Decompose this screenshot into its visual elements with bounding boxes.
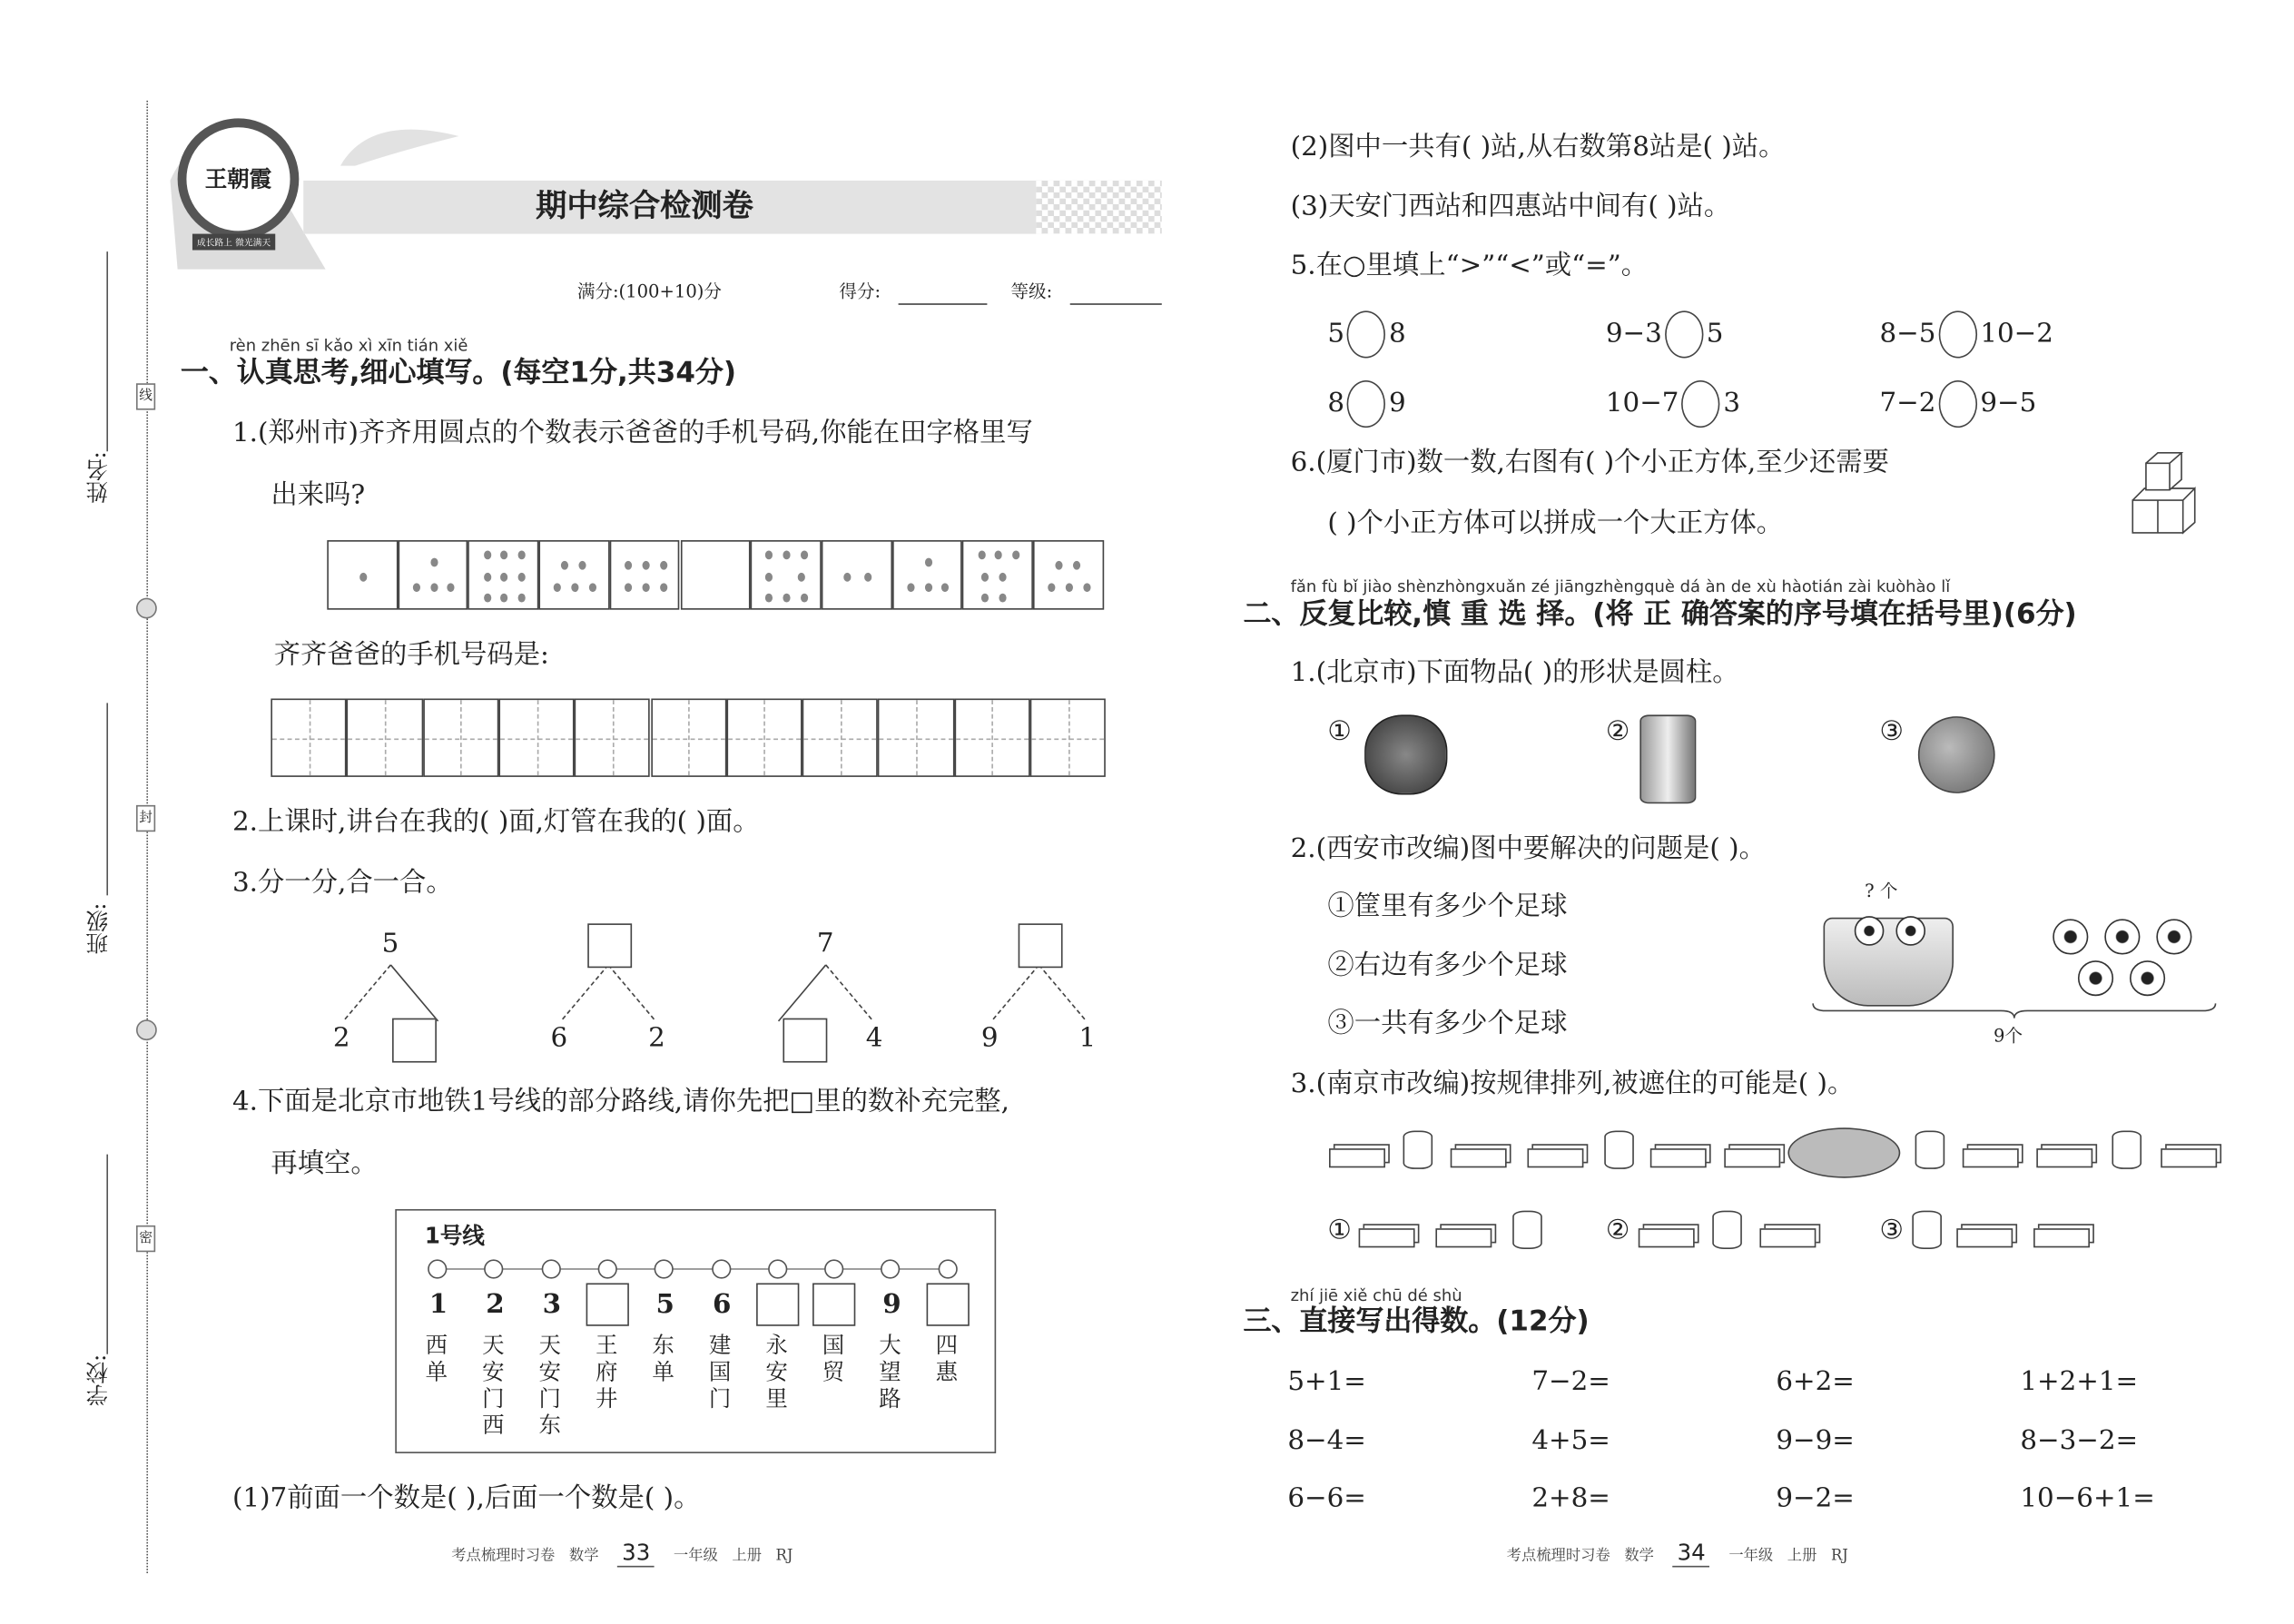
seal-char: 封: [136, 805, 155, 832]
basketball-image: [1918, 716, 1995, 793]
station-number-box[interactable]: [926, 1283, 969, 1325]
drum-image: [1364, 714, 1447, 794]
dot: [783, 593, 791, 602]
soccer-ball: [1895, 916, 1925, 946]
equation: 2+8=: [1531, 1482, 1610, 1514]
tianzi-cell[interactable]: [498, 699, 575, 777]
dot: [1066, 583, 1073, 592]
bond-number: 4: [865, 1022, 883, 1054]
option-mark: ①: [1327, 1215, 1352, 1246]
station-node: [938, 1259, 957, 1278]
score-field[interactable]: [899, 303, 988, 305]
station-node: [597, 1259, 616, 1278]
equation: 5+1=: [1287, 1365, 1366, 1398]
bond-number: 6: [550, 1022, 568, 1054]
equation: 8−4=: [1287, 1424, 1366, 1456]
logo-slogan: 成长路上 微光满天: [192, 234, 275, 251]
dot-card: [609, 540, 680, 610]
tianzi-cell[interactable]: [651, 699, 727, 777]
class-label: 班级:: [84, 902, 112, 955]
page-footer-left: [451, 1540, 793, 1566]
compare-left: 5: [1327, 318, 1345, 349]
dot: [642, 583, 649, 592]
class-underline: [106, 703, 108, 895]
page-number: 33: [617, 1540, 655, 1568]
total-label: 9个: [1994, 1025, 2023, 1047]
cylinder-shape: [1912, 1211, 1942, 1249]
cuboid-shape: [1963, 1148, 2019, 1167]
compare-item: [1606, 380, 1740, 428]
cuboid-shape: [2036, 1148, 2092, 1167]
bond-number: 7: [816, 928, 834, 960]
section1-heading: 一、认真思考,细心填写。(每空1分,共34分): [180, 356, 737, 389]
s2-question-1: 1.(北京市)下面物品( )的形状是圆柱。: [1290, 656, 1739, 689]
dot: [448, 583, 455, 592]
cylinder-shape: [1512, 1211, 1542, 1249]
option-mark: ②: [1605, 1215, 1630, 1246]
question-5: 5.在○里填上“>”“<”或“=”。: [1290, 250, 1649, 281]
grade-label: 等级:: [1010, 281, 1053, 302]
equation: 7−2=: [1531, 1365, 1610, 1398]
dot: [941, 583, 949, 592]
dot: [766, 551, 773, 560]
tianzi-cell[interactable]: [1030, 699, 1107, 777]
dot: [501, 551, 508, 560]
cuboid-shape: [1759, 1228, 1816, 1247]
tianzi-cell[interactable]: [575, 699, 651, 777]
school-underline: [106, 1155, 108, 1354]
compare-right: 10−2: [1980, 318, 2053, 349]
question-4-3: (3)天安门西站和四惠站中间有( )站。: [1290, 191, 1731, 222]
cylinder-shape: [2112, 1131, 2141, 1169]
footer-grade: 一年级: [1728, 1548, 1774, 1565]
compare-item: [1879, 380, 2036, 428]
seal-char: 密: [136, 1225, 155, 1252]
page-title: 期中综合检测卷: [536, 188, 753, 224]
dot: [430, 583, 438, 592]
dot: [981, 593, 989, 602]
cuboid-shape: [1639, 1228, 1695, 1247]
footer-volume: 上册: [732, 1548, 762, 1565]
binding-dotted-line: [146, 101, 148, 1573]
soccer-ball: [1855, 916, 1885, 946]
equation: 8−3−2=: [2020, 1424, 2139, 1456]
dot: [554, 583, 561, 592]
dot: [907, 583, 914, 592]
dot: [924, 558, 931, 567]
page-footer-right: [1507, 1540, 1848, 1566]
dot-card: [822, 540, 892, 610]
bond-number: 2: [332, 1022, 350, 1054]
total-brace: [1811, 1000, 2218, 1021]
compare-circle[interactable]: [1939, 310, 1977, 358]
dot: [484, 593, 491, 602]
dot: [518, 593, 526, 602]
compare-item: [1606, 310, 1724, 358]
question-3: 3.分一分,合一合。: [231, 867, 453, 899]
bond-number: 5: [381, 928, 399, 960]
dot: [501, 593, 508, 602]
s2-question-3: 3.(南京市改编)按规律排列,被遮住的可能是( )。: [1290, 1068, 1855, 1100]
station-name: 西单: [425, 1332, 448, 1385]
dot: [999, 572, 1006, 581]
station-node: [541, 1259, 560, 1278]
option-3: ③一共有多少个足球: [1327, 1008, 1568, 1039]
question-1-cont: 出来吗?: [271, 479, 366, 511]
compare-circle[interactable]: [1939, 380, 1977, 428]
dot-card: [891, 540, 962, 610]
section1-pinyin: rèn zhēn sī kǎo xì xīn tián xiě: [229, 336, 468, 356]
dot: [659, 583, 666, 592]
equation: 9−9=: [1776, 1424, 1855, 1456]
station-number: 1: [428, 1288, 448, 1321]
subway-line-name: 1号线: [424, 1222, 485, 1249]
dot: [484, 551, 491, 560]
answer-box[interactable]: [1019, 923, 1063, 968]
station-number-box[interactable]: [812, 1283, 855, 1325]
dot: [1072, 562, 1079, 571]
footer-book: 考点梳理时习卷: [1506, 1548, 1610, 1565]
answer-box[interactable]: [392, 1019, 437, 1063]
cuboid-shape: [1329, 1148, 1385, 1167]
dot: [518, 572, 526, 581]
cuboid-shape: [1650, 1148, 1707, 1167]
page-number: 34: [1673, 1540, 1710, 1568]
dot-card: [680, 540, 751, 610]
dot-card: [398, 540, 468, 610]
tianzi-cell[interactable]: [954, 699, 1030, 777]
compare-left: 7−2: [1879, 388, 1936, 419]
dot: [766, 572, 773, 581]
cylinder-shape: [1915, 1131, 1945, 1169]
soccer-ball: [2156, 919, 2191, 954]
option-mark: ②: [1605, 716, 1630, 748]
dot: [999, 593, 1006, 602]
dot: [413, 583, 420, 592]
dot-card: [751, 540, 822, 610]
station-number-box[interactable]: [756, 1283, 799, 1325]
seal-char: 线: [136, 383, 155, 409]
compare-right: 9−5: [1980, 388, 2037, 419]
dot: [625, 562, 632, 571]
equation: 4+5=: [1531, 1424, 1610, 1456]
compare-circle[interactable]: [1347, 310, 1385, 358]
dot: [783, 551, 791, 560]
tianzi-cell[interactable]: [878, 699, 954, 777]
bond-number: 2: [648, 1022, 665, 1054]
dot-card: [327, 540, 398, 610]
soccer-ball: [2053, 919, 2088, 954]
station-node: [711, 1259, 730, 1278]
answer-box[interactable]: [587, 923, 632, 968]
question-4-1: (1)7前面一个数是( ),后面一个数是( )。: [231, 1482, 701, 1514]
station-name: 大望路: [879, 1332, 901, 1412]
brand-logo: [178, 118, 300, 240]
question-4-2: (2)图中一共有( )站,从右数第8站是( )站。: [1290, 132, 1786, 163]
footer-book: 考点梳理时习卷: [451, 1548, 556, 1565]
option-mark: ③: [1879, 716, 1904, 748]
station-node: [768, 1259, 787, 1278]
cuboid-shape: [2161, 1148, 2217, 1167]
equation: 9−2=: [1776, 1482, 1855, 1514]
can-image: [1639, 714, 1696, 803]
answer-box[interactable]: [783, 1019, 827, 1063]
compare-right: 8: [1388, 318, 1406, 349]
cuboid-shape: [1451, 1148, 1507, 1167]
option-mark: ③: [1879, 1215, 1904, 1246]
section2-pinyin: fǎn fù bǐ jiào shènzhòngxuǎn zé jiāngzhèngquè dá àn de xù hàotián zài kuòhào lǐ: [1290, 576, 1951, 597]
dot: [1083, 583, 1090, 592]
station-node: [428, 1259, 447, 1278]
basket-image: [1824, 918, 1954, 1007]
compare-left: 8−5: [1879, 318, 1936, 349]
covered-shape: [1787, 1127, 1900, 1177]
dot: [501, 572, 508, 581]
unknown-count-label: ? 个: [1865, 881, 1898, 901]
station-name: 王府井: [595, 1332, 618, 1412]
question-6-cont: ( )个小正方体可以拼成一个大正方体。: [1327, 507, 1784, 539]
logo-text: 王朝霞: [204, 165, 272, 192]
dot: [1012, 551, 1019, 560]
soccer-ball: [2104, 919, 2140, 954]
dot: [801, 551, 808, 560]
station-number: 6: [712, 1288, 732, 1321]
dot: [430, 558, 438, 567]
dot: [359, 572, 367, 581]
cuboid-shape: [1956, 1228, 2013, 1247]
phone-answer-label: 齐齐爸爸的手机号码是:: [273, 639, 549, 671]
station-number: 9: [882, 1288, 901, 1321]
dot: [766, 593, 773, 602]
dot: [484, 572, 491, 581]
dot: [625, 583, 632, 592]
tianzi-cell[interactable]: [802, 699, 879, 777]
subway-track: [437, 1268, 947, 1270]
soccer-ball: [2130, 960, 2165, 996]
dot: [578, 562, 586, 571]
question-6: 6.(厦门市)数一数,右图有( )个小正方体,至少还需要: [1290, 447, 1889, 478]
soccer-ball: [2078, 960, 2113, 996]
dot: [561, 562, 568, 571]
dot: [843, 572, 851, 581]
compare-circle[interactable]: [1347, 380, 1385, 428]
tianzi-cell[interactable]: [726, 699, 802, 777]
tianzi-cell[interactable]: [423, 699, 499, 777]
station-number: 5: [655, 1288, 674, 1321]
dot-card: [539, 540, 610, 610]
option-2: ②右边有多少个足球: [1327, 950, 1568, 981]
footer-edition: RJ: [775, 1548, 793, 1565]
compare-right: 5: [1706, 318, 1724, 349]
tianzi-cell[interactable]: [271, 699, 347, 777]
dot: [864, 572, 871, 581]
cuboid-shape: [1435, 1228, 1492, 1247]
compare-item: [1879, 310, 2053, 358]
dot: [801, 593, 808, 602]
scissor-icon: [136, 598, 157, 619]
cuboid-shape: [1724, 1148, 1780, 1167]
cylinder-shape: [1604, 1131, 1634, 1169]
footer-edition: RJ: [1830, 1548, 1848, 1565]
station-name: 建国门: [708, 1332, 732, 1412]
dot-card: [1033, 540, 1104, 610]
compare-right: 9: [1388, 388, 1406, 419]
option-mark: ①: [1327, 716, 1352, 748]
cubes-figure: [2128, 448, 2210, 537]
station-name: 永安里: [765, 1332, 788, 1412]
dot: [978, 551, 985, 560]
bond-number: 1: [1078, 1022, 1097, 1054]
dot: [1055, 562, 1062, 571]
station-number: 2: [486, 1288, 505, 1321]
cuboid-shape: [1527, 1148, 1583, 1167]
footer-volume: 上册: [1787, 1548, 1817, 1565]
name-label: 姓名:: [84, 451, 112, 504]
cylinder-shape: [1712, 1211, 1742, 1249]
tianzi-cell[interactable]: [347, 699, 423, 777]
bond-number: 9: [980, 1022, 999, 1054]
dot-card: [962, 540, 1033, 610]
dot: [1049, 583, 1056, 592]
s2-question-2: 2.(西安市改编)图中要解决的问题是( )。: [1290, 832, 1766, 865]
title-band-checker: [1036, 181, 1162, 234]
question-2: 2.上课时,讲台在我的( )面,灯管在我的( )面。: [231, 806, 760, 838]
station-name: 东单: [652, 1332, 674, 1385]
dot: [924, 583, 931, 592]
dot: [642, 562, 649, 571]
station-number-box[interactable]: [586, 1283, 628, 1325]
footer-subject: 数学: [568, 1548, 599, 1565]
equation: 6−6=: [1287, 1482, 1366, 1514]
full-score: 满分:(100+10)分: [576, 281, 723, 302]
option-1: ①筐里有多少个足球: [1327, 891, 1568, 922]
section3-heading: 三、直接写出得数。(12分): [1243, 1304, 1590, 1338]
dot: [981, 572, 989, 581]
station-name: 国贸: [822, 1332, 845, 1385]
score-label: 得分:: [839, 281, 881, 302]
section3-pinyin: zhí jiē xiě chū dé shù: [1290, 1285, 1462, 1305]
footer-subject: 数学: [1624, 1548, 1654, 1565]
name-underline: [106, 251, 108, 451]
dot: [995, 551, 1002, 560]
compare-right: 3: [1723, 388, 1741, 419]
footer-grade: 一年级: [673, 1548, 718, 1565]
equation: 1+2+1=: [2020, 1365, 2139, 1398]
compare-item: [1327, 310, 1405, 358]
station-name: 天安门西: [482, 1332, 505, 1439]
section2-heading: 二、反复比较,慎 重 选 择。(将 正 确答案的序号填在括号里)(6分): [1243, 597, 2077, 631]
grade-field[interactable]: [1070, 303, 1162, 305]
question-4: 4.下面是北京市地铁1号线的部分路线,请你先把□里的数补充完整,: [231, 1086, 1009, 1117]
station-node: [824, 1259, 843, 1278]
compare-left: 10−7: [1605, 388, 1679, 419]
school-label: 学校:: [84, 1353, 112, 1406]
dot: [571, 583, 578, 592]
compare-circle[interactable]: [1682, 380, 1720, 428]
question-1: 1.(郑州市)齐齐用圆点的个数表示爸爸的手机号码,你能在田字格里写: [231, 417, 1033, 448]
equation: 6+2=: [1776, 1365, 1855, 1398]
dot-card: [468, 540, 539, 610]
compare-left: 9−3: [1605, 318, 1662, 349]
cuboid-shape: [2033, 1228, 2090, 1247]
cuboid-shape: [1359, 1228, 1415, 1247]
cylinder-shape: [1403, 1131, 1433, 1169]
equation: 10−6+1=: [2020, 1482, 2155, 1514]
dot: [518, 551, 526, 560]
compare-circle[interactable]: [1665, 310, 1703, 358]
scissor-icon: [136, 1019, 157, 1040]
station-number: 3: [542, 1288, 562, 1321]
dot: [659, 562, 666, 571]
station-name: 四惠: [935, 1332, 959, 1385]
dot: [589, 583, 596, 592]
compare-left: 8: [1327, 388, 1345, 419]
compare-item: [1327, 380, 1405, 428]
station-name: 天安门东: [538, 1332, 562, 1439]
question-4-cont: 再填空。: [271, 1148, 378, 1180]
dot: [797, 572, 804, 581]
